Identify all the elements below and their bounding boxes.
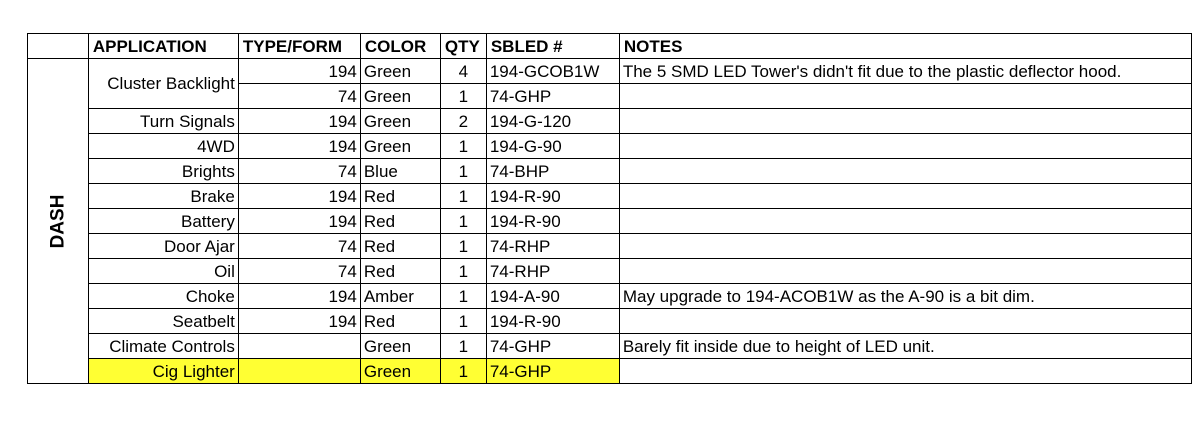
cell-sbled[interactable]: 74-RHP <box>486 259 619 284</box>
cell-type-form[interactable]: 74 <box>238 234 360 259</box>
table-row <box>28 109 1192 134</box>
cell-qty[interactable]: 1 <box>440 134 486 159</box>
table-row-highlighted <box>28 359 1192 384</box>
cell-qty[interactable]: 1 <box>440 184 486 209</box>
cell-qty[interactable]: 2 <box>440 109 486 134</box>
header-application[interactable]: APPLICATION <box>88 34 238 59</box>
cell-type-form[interactable]: 194 <box>238 134 360 159</box>
cell-application[interactable]: Seatbelt <box>88 309 238 334</box>
cell-qty[interactable]: 1 <box>440 159 486 184</box>
cell-sbled[interactable]: 74-GHP <box>486 334 619 359</box>
cell-qty[interactable]: 1 <box>440 334 486 359</box>
cell-qty[interactable]: 1 <box>440 284 486 309</box>
cell-type-form[interactable]: 74 <box>238 84 360 109</box>
cell-color[interactable]: Red <box>360 234 440 259</box>
header-sbled[interactable]: SBLED # <box>486 34 619 59</box>
cell-notes[interactable]: The 5 SMD LED Tower's didn't fit due to the plastic deflector hood. <box>619 59 1191 84</box>
cell-sbled[interactable]: 194-G-90 <box>486 134 619 159</box>
table-row <box>28 259 1192 284</box>
table-row <box>28 59 1192 84</box>
cell-type-form[interactable]: 74 <box>238 159 360 184</box>
cell-type-form[interactable]: 194 <box>238 309 360 334</box>
table-row <box>28 284 1192 309</box>
cell-type-form[interactable] <box>238 359 360 384</box>
cell-color[interactable]: Green <box>360 84 440 109</box>
table-row <box>28 309 1192 334</box>
cell-sbled[interactable]: 194-R-90 <box>486 184 619 209</box>
cell-type-form[interactable]: 194 <box>238 209 360 234</box>
cell-type-form[interactable] <box>238 334 360 359</box>
cell-sbled[interactable]: 194-A-90 <box>486 284 619 309</box>
cell-application[interactable]: Brights <box>88 159 238 184</box>
header-color[interactable]: COLOR <box>360 34 440 59</box>
led-spreadsheet-table <box>27 33 1192 384</box>
cell-color[interactable]: Red <box>360 209 440 234</box>
cell-application[interactable]: Climate Controls <box>88 334 238 359</box>
header-row <box>28 34 1192 59</box>
table-row <box>28 159 1192 184</box>
cell-notes[interactable] <box>619 359 1191 384</box>
cell-qty[interactable]: 1 <box>440 234 486 259</box>
cell-application[interactable]: Battery <box>88 209 238 234</box>
cell-sbled[interactable]: 194-R-90 <box>486 309 619 334</box>
cell-notes[interactable] <box>619 309 1191 334</box>
cell-application[interactable]: Brake <box>88 184 238 209</box>
cell-application[interactable]: Choke <box>88 284 238 309</box>
group-label: DASH <box>47 194 69 248</box>
cell-color[interactable]: Amber <box>360 284 440 309</box>
table-row <box>28 334 1192 359</box>
table-row <box>28 184 1192 209</box>
table-row <box>28 134 1192 159</box>
cell-type-form[interactable]: 194 <box>238 284 360 309</box>
cell-color[interactable]: Blue <box>360 159 440 184</box>
cell-color[interactable]: Green <box>360 59 440 84</box>
cell-application[interactable]: 4WD <box>88 134 238 159</box>
cell-type-form[interactable]: 194 <box>238 109 360 134</box>
cell-notes[interactable] <box>619 259 1191 284</box>
table-row <box>28 234 1192 259</box>
cell-color[interactable]: Red <box>360 184 440 209</box>
cell-notes[interactable]: May upgrade to 194-ACOB1W as the A-90 is a bit dim. <box>619 284 1191 309</box>
cell-notes[interactable]: Barely fit inside due to height of LED unit. <box>619 334 1191 359</box>
cell-sbled[interactable]: 194-R-90 <box>486 209 619 234</box>
header-type-form[interactable]: TYPE/FORM <box>238 34 360 59</box>
cell-sbled[interactable]: 74-GHP <box>486 359 619 384</box>
cell-qty[interactable]: 1 <box>440 209 486 234</box>
header-notes[interactable]: NOTES <box>619 34 1191 59</box>
table-row <box>28 209 1192 234</box>
cell-application[interactable]: Turn Signals <box>88 109 238 134</box>
cell-sbled[interactable]: 74-BHP <box>486 159 619 184</box>
cell-notes[interactable] <box>619 159 1191 184</box>
cell-notes[interactable] <box>619 234 1191 259</box>
cell-qty[interactable]: 1 <box>440 259 486 284</box>
cell-notes[interactable] <box>619 134 1191 159</box>
header-qty[interactable]: QTY <box>440 34 486 59</box>
cell-qty[interactable]: 4 <box>440 59 486 84</box>
cell-sbled[interactable]: 194-GCOB1W <box>486 59 619 84</box>
cell-application[interactable]: Cig Lighter <box>88 359 238 384</box>
cell-color[interactable]: Green <box>360 359 440 384</box>
cell-color[interactable]: Red <box>360 259 440 284</box>
cell-color[interactable]: Green <box>360 334 440 359</box>
cell-type-form[interactable]: 194 <box>238 184 360 209</box>
cell-color[interactable]: Green <box>360 134 440 159</box>
cell-sbled[interactable]: 74-RHP <box>486 234 619 259</box>
cell-sbled[interactable]: 194-G-120 <box>486 109 619 134</box>
header-corner-cell <box>28 34 89 59</box>
cell-notes[interactable] <box>619 209 1191 234</box>
group-cell-dash[interactable] <box>28 59 89 384</box>
cell-qty[interactable]: 1 <box>440 359 486 384</box>
cell-application[interactable]: Door Ajar <box>88 234 238 259</box>
cell-application[interactable]: Oil <box>88 259 238 284</box>
cell-application[interactable]: Cluster Backlight <box>88 59 238 109</box>
cell-notes[interactable] <box>619 184 1191 209</box>
cell-color[interactable]: Red <box>360 309 440 334</box>
cell-qty[interactable]: 1 <box>440 84 486 109</box>
cell-sbled[interactable]: 74-GHP <box>486 84 619 109</box>
cell-notes[interactable] <box>619 109 1191 134</box>
cell-color[interactable]: Green <box>360 109 440 134</box>
cell-qty[interactable]: 1 <box>440 309 486 334</box>
cell-type-form[interactable]: 74 <box>238 259 360 284</box>
cell-type-form[interactable]: 194 <box>238 59 360 84</box>
cell-notes[interactable] <box>619 84 1191 109</box>
